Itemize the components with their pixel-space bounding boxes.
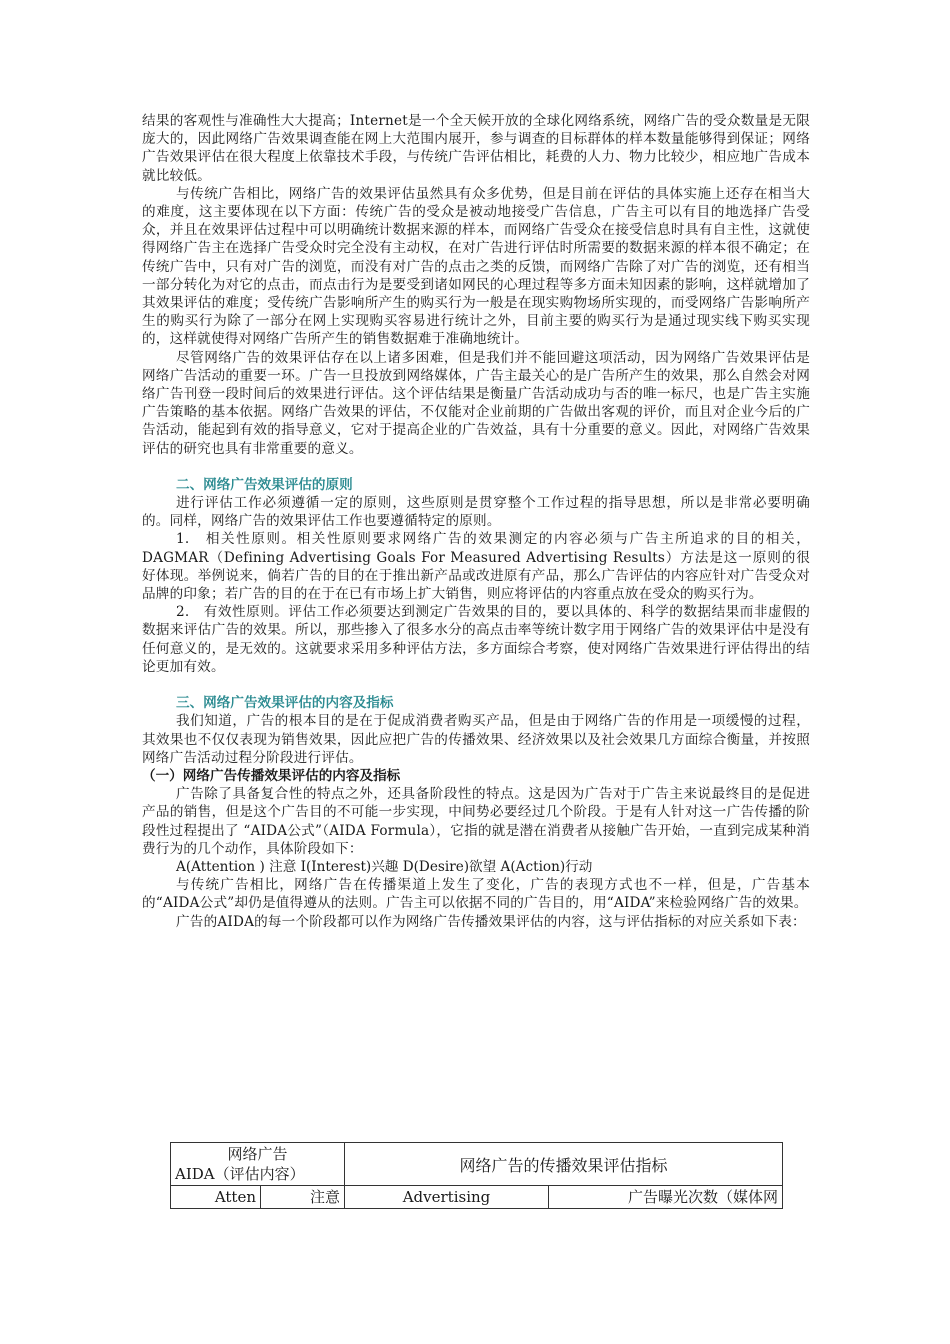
paragraph: 广告的AIDA的每一个阶段都可以作为网络广告传播效果评估的内容，这与评估指标的对应关系如下表： [176,913,806,930]
header-left-line2: AIDA（评估内容） [175,1165,305,1183]
section-heading: 二、网络广告效果评估的原则 [176,476,353,493]
table-header-cell [171,1143,345,1186]
table-cell: Atten [171,1186,261,1209]
table-cell: 广告曝光次数（媒体网 [549,1186,783,1209]
paragraph: 1. 相关性原则。相关性原则要求网络广告的效果测定的内容必须与广告主所追求的目的相关，DAGMAR（Defining Advertising Goals For Measured Advertising Results）方法是这一原则的很好体现。举例说来，倘若广告的目的在于推出新产品或改进原有产品，那么广告评估的内容应针对广告受众对品牌的印象；若广告的目的在于在已有市场上扩大销售，则应将评估的内容重点放在受众的购买行为。 [142,531,810,603]
aida-indicator-table [170,1142,782,1209]
paragraph: 与传统广告相比，网络广告在传播渠道上发生了变化，广告的表现方式也不一样，但是，广告基本的“AIDA公式”却仍是值得遵从的法则。广告主可以依据不同的广告目的，用“AIDA”来检验网络广告的效果。 [142,877,810,912]
paragraph: 我们知道，广告的根本目的是在于促成消费者购买产品，但是由于网络广告的作用是一项缓慢的过程，其效果也不仅仅表现为销售效果，因此应把广告的传播效果、经济效果以及社会效果几方面综合衡量，并按照网络广告活动过程分阶段进行评估。 [142,713,810,766]
paragraph: 2. 有效性原则。评估工作必须要达到测定广告效果的目的，要以具体的、科学的数据结果而非虚假的数据来评估广告的效果。所以，那些掺入了很多水分的高点击率等统计数字用于网络广告的效果评估中是没有任何意义的，是无效的。这就要求采用多种评估方法，多方面综合考察，使对网络广告效果进行评估得出的结论更加有效。 [142,604,810,675]
section-heading: 三、网络广告效果评估的内容及指标 [176,695,394,712]
paragraph: 与传统广告相比，网络广告的效果评估虽然具有众多优势，但是目前在评估的具体实施上还存在相当大的难度，这主要体现在以下方面：传统广告的受众是被动地接受广告信息，广告主可以有目的地选择广告受众，并且在效果评估过程中可以明确统计数据来源的样本，而网络广告受众在接受信息时具有自主性，这就使得网络广告主在选择广告受众时完全没有主动权，在对广告进行评估时所需要的数据来源的样本很不确定；在传统广告中，只有对广告的浏览，而没有对广告的点击之类的反馈，而网络广告除了对广告的浏览，还有相当一部分转化为对它的点击，而点击行为是要受到诸如网民的心理过程等多方面未知因素的影响，这样就增加了其效果评估的难度；受传统广告影响所产生的购买行为一般是在现实购物场所实现的，而受网络广告影响所产生的购买行为除了一部分在网上实现购买容易进行统计之外，目前主要的购买行为是通过现实线下购买实现的，这样就使得对网络广告所产生的销售数据难于准确地统计。 [142,185,810,348]
paragraph: 广告除了具备复合性的特点之外，还具备阶段性的特点。这是因为广告对于广告主来说最终目的是促进产品的销售，但是这个广告目的不可能一步实现，中间势必要经过几个阶段。于是有人针对这一广告传播的阶段性过程提出了 “AIDA公式”（AIDA Formula），它指的就是潜在消费者从接触广告开始，一直到完成某种消费行为的几个动作，具体阶段如下： [142,786,810,857]
table-row [171,1186,783,1209]
paragraph: 尽管网络广告的效果评估存在以上诸多困难，但是我们并不能回避这项活动，因为网络广告效果评估是网络广告活动的重要一环。广告一旦投放到网络媒体，广告主最关心的是广告所产生的效果，那么自然会对网络广告刊登一段时间后的效果进行评估。这个评估结果是衡量广告活动成功与否的唯一标尺，也是广告主实施广告策略的基本依据。网络广告效果的评估，不仅能对企业前期的广告做出客观的评价，而且对企业今后的广告活动，能起到有效的指导意义，它对于提高企业的广告效益，具有十分重要的意义。因此，对网络广告效果评估的研究也具有非常重要的意义。 [142,349,810,457]
header-left-line1: 网络广告 [227,1145,288,1163]
subsection-heading: （一）网络广告传播效果评估的内容及指标 [142,767,401,784]
table-header-row [171,1143,783,1186]
aida-formula: A(Attention ) 注意 I(Interest)兴趣 D(Desire)欲望 A(Action)行动 [176,858,593,875]
document-body [142,112,810,931]
table-header-cell: 网络广告的传播效果评估指标 [345,1143,783,1186]
table-cell: 注意 [261,1186,345,1209]
table-cell: Advertising [345,1186,549,1209]
paragraph: 进行评估工作必须遵循一定的原则，这些原则是贯穿整个工作过程的指导思想，所以是非常必要明确的。同样，网络广告的效果评估工作也要遵循特定的原则。 [142,495,810,530]
paragraph: 结果的客观性与准确性大大提高；Internet是一个全天候开放的全球化网络系统，网络广告的受众数量是无限庞大的，因此网络广告效果调查能在网上大范围内展开，参与调查的目标群体的样本数量能够得到保证；网络广告效果评估在很大程度上依靠技术手段，与传统广告评估相比，耗费的人力、物力比较少，相应地广告成本就比较低。 [142,113,810,184]
